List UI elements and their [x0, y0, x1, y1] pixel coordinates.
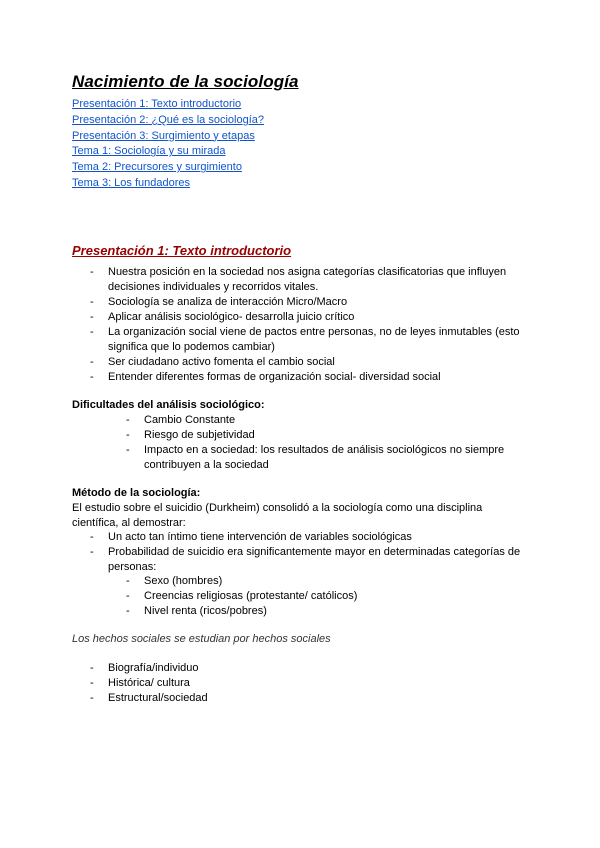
list-item: - Cambio Constante: [126, 413, 526, 428]
list-item: - Un acto tan íntimo tiene intervención de variables sociológicas: [90, 530, 530, 545]
final-list: [90, 661, 390, 706]
toc-link-tema-3[interactable]: Tema 3: Los fundadores: [72, 176, 191, 189]
toc-link-presentacion-1[interactable]: Presentación 1: Texto introductorio: [72, 98, 242, 110]
list-item: - Estructural/sociedad: [90, 691, 390, 706]
list-item: - Sexo (hombres): [126, 574, 506, 589]
method-sublist: [126, 574, 506, 619]
difficulties-list: [126, 413, 526, 473]
list-item: - Creencias religiosas (protestante/ católicos): [126, 589, 506, 604]
list-item: - Probabilidad de suicidio era significantemente mayor en determinadas categorías de personas:: [90, 545, 530, 575]
list-item: - Riesgo de subjetividad: [126, 428, 526, 443]
document-title: Nacimiento de la sociología: [72, 72, 299, 91]
toc-item: [72, 129, 264, 145]
toc-item: [72, 97, 264, 113]
toc-item: [72, 144, 264, 160]
list-item: - La organización social viene de pactos entre personas, no de leyes inmutables (esto significa que lo podemos cambiar): [90, 325, 530, 355]
list-item: - Impacto en a sociedad: los resultados de análisis sociológicos no siempre contribuyen a la sociedad: [126, 443, 526, 473]
method-list: [90, 530, 530, 575]
method-heading: Método de la sociología:: [72, 487, 201, 499]
toc-link-tema-1[interactable]: Tema 1: Sociología y su mirada: [72, 145, 226, 158]
list-item: - Ser ciudadano activo fomenta el cambio social: [90, 355, 530, 370]
toc-item: [72, 113, 264, 129]
list-item: - Histórica/ cultura: [90, 676, 390, 691]
list-item: - Nivel renta (ricos/pobres): [126, 604, 506, 619]
difficulties-heading: Dificultades del análisis sociológico:: [72, 399, 265, 411]
italic-note: Los hechos sociales se estudian por hechos sociales: [72, 633, 331, 645]
list-item: - Aplicar análisis sociológico- desarrolla juicio crítico: [90, 310, 530, 325]
method-paragraph: El estudio sobre el suicidio (Durkheim) consolidó a la sociología como una disciplina científica, al demostrar:: [72, 502, 483, 529]
toc-item: [72, 160, 264, 176]
toc-link-presentacion-3[interactable]: Presentación 3: Surgimiento y etapas: [72, 129, 255, 142]
toc-item: [72, 176, 264, 192]
table-of-contents: [72, 97, 264, 192]
toc-link-presentacion-2[interactable]: Presentación 2: ¿Qué es la sociología?: [72, 113, 265, 126]
section-heading: Presentación 1: Texto introductorio: [72, 243, 292, 258]
list-item: - Nuestra posición en la sociedad nos asigna categorías clasificatorias que influyen decisiones individuales y recorridos vitales.: [90, 265, 530, 295]
list-item: - Biografía/individuo: [90, 661, 390, 676]
intro-list: [90, 265, 530, 385]
toc-link-tema-2[interactable]: Tema 2: Precursores y surgimiento: [72, 161, 242, 174]
list-item: - Sociología se analiza de interacción Micro/Macro: [90, 295, 530, 310]
list-item: - Entender diferentes formas de organización social- diversidad social: [90, 370, 530, 385]
